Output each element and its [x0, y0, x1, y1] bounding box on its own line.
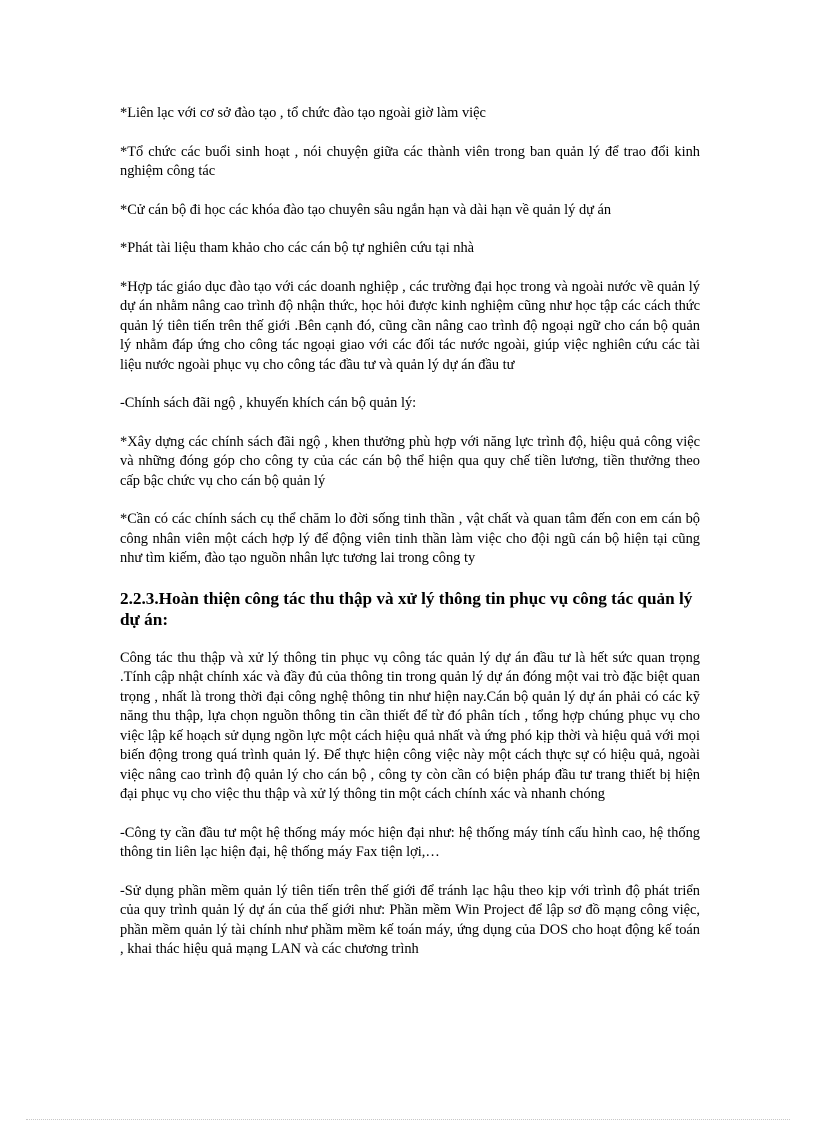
paragraph-cooperation: *Hợp tác giáo dục đào tạo với các doanh nghiệp , các trường đại học trong và ngoài nước về quản lý dự án nhằm nâng cao trình độ nhận thức, học hỏi được kinh nghiệm cũng như học tập các cách thức quản lý tiên tiến trên thế giới .Bên cạnh đó, cũng cần nâng cao trình độ ngoại ngữ cho cán bộ quản lý nhằm đáp ứng cho công tác ngoại giao với các đối tác nước ngoài, giúp việc nghiên cứu các tài liệu nước ngoài phục vụ cho công tác đầu tư và quản lý dự án đầu tư [120, 278, 700, 373]
paragraph-meetings: *Tổ chức các buổi sinh hoạt , nói chuyện giữa các thành viên trong ban quản lý để trao đổi kinh nghiệm công tác [120, 143, 700, 179]
paragraph-rewards: *Xây dựng các chính sách đãi ngộ , khen thưởng phù hợp với năng lực trình độ, hiệu quả công việc và những đóng góp cho công ty của các cán bộ thể hiện qua quy chế tiền lương, tiền thưởng theo cấp bậc chức vụ cho cán bộ quản lý [120, 433, 700, 489]
paragraph-information-work: Công tác thu thập và xử lý thông tin phục vụ công tác quản lý dự án đầu tư là hết sức quan trọng .Tính cập nhật chính xác và đầy đủ của thông tin trong quản lý dự án đóng một vai trò đặc biệt quan trọng , nhất là trong thời đại công nghệ thông tin như hiện nay.Cán bộ quản lý dự án phải có các kỹ năng thu thập, lựa chọn nguồn thông tin cần thiết để từ đó phân tích , tổng hợp chúng phục vụ cho việc lập kế hoạch sử dụng ngồn lực một cách hiệu quả nhất và ứng phó kịp thời và hiệu quả với mọi biến động trong quá trình quản lý. Để thực hiện công việc này một cách thực sự có hiệu quả, ngoài việc nâng cao trình độ quản lý cho cán bộ , công ty còn cần có biện pháp đầu tư trang thiết bị hiện đại phục vụ cho việc thu thập và xử lý thông tin một cách chính xác và nhanh chóng [120, 649, 700, 802]
section-heading: 2.2.3.Hoàn thiện công tác thu thập và xử lý thông tin phục vụ công tác quản lý dự án: [120, 588, 693, 629]
paragraph-reference-materials: *Phát tài liệu tham khảo cho các cán bộ tự nghiên cứu tại nhà [120, 240, 475, 256]
paragraph-welfare: *Cần có các chính sách cụ thể chăm lo đời sống tinh thần , vật chất và quan tâm đến con em cán bộ công nhân viên một cách hợp lý để động viên tinh thần làm việc cho đội ngũ cán bộ hiện tại cũng như tìm kiếm, đào tạo nguồn nhân lực tương lai trong công ty [120, 511, 700, 566]
paragraph-software: -Sử dụng phần mềm quản lý tiên tiến trên thế giới để tránh lạc hậu theo kịp với trình độ phát triển của quy trình quản lý dự án của thế giới như: Phần mềm Win Project để lập sơ đồ mạng công việc, phần mềm quản lý tài chính như phầm mềm kế toán máy, ứng dụng của DOS cho hoạt động kế toán , khai thác hiệu quả mạng LAN và các chương trình [120, 882, 700, 957]
paragraph-courses: *Cử cán bộ đi học các khóa đào tạo chuyên sâu ngắn hạn và dài hạn về quản lý dự án [120, 201, 612, 218]
paragraph-policy-title: -Chính sách đãi ngộ , khuyến khích cán bộ quản lý: [120, 395, 417, 411]
page-bottom-divider [26, 1119, 790, 1120]
paragraph-equipment: -Công ty cần đầu tư một hệ thống máy móc hiện đại như: hệ thống máy tính cấu hình cao, hệ thống thông tin liên lạc hiện đại, hệ thống máy Fax tiện lợi,… [120, 824, 700, 860]
paragraph-training-contact: *Liên lạc với cơ sở đào tạo , tổ chức đào tạo ngoài giờ làm việc [120, 105, 486, 121]
document-page [120, 104, 700, 979]
